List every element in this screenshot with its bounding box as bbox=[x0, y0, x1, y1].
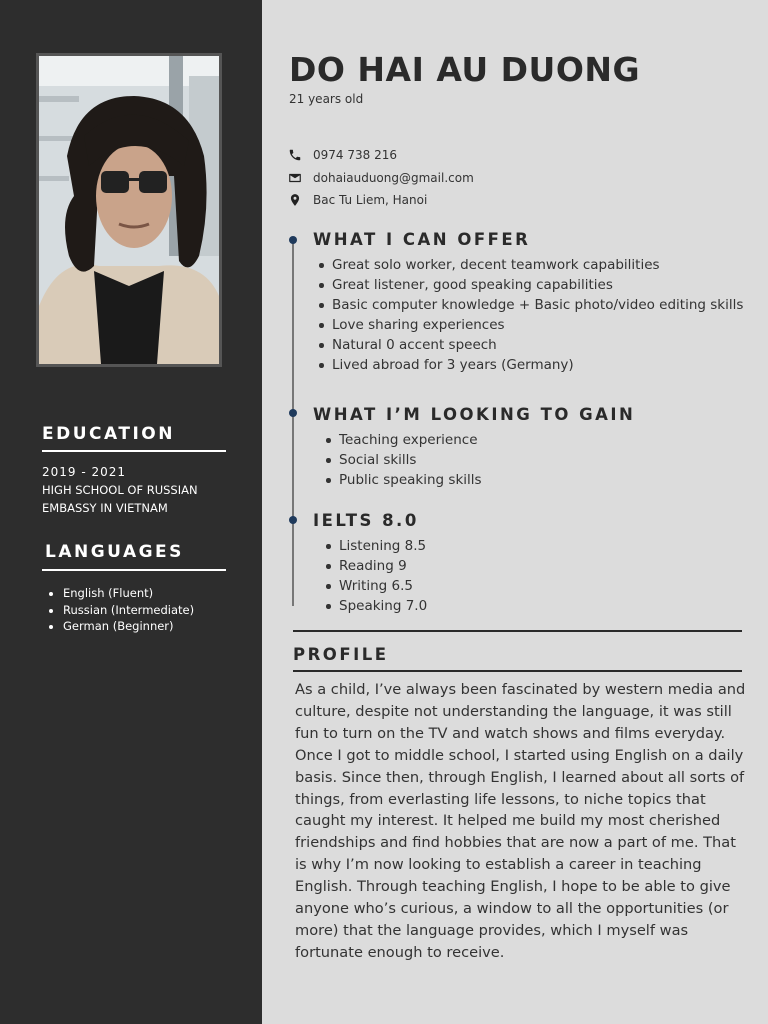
portrait-illustration bbox=[39, 56, 219, 364]
ielts-item: Writing 6.5 bbox=[323, 576, 623, 596]
languages-heading: LANGUAGES bbox=[45, 542, 184, 562]
profile-heading: PROFILE bbox=[293, 645, 389, 664]
gain-item: Public speaking skills bbox=[323, 470, 623, 490]
contact-location bbox=[288, 192, 427, 208]
education-school-line1: HIGH SCHOOL OF RUSSIAN bbox=[42, 483, 198, 497]
offer-item: Love sharing experiences bbox=[316, 315, 744, 335]
offer-item: Basic computer knowledge + Basic photo/video editing skills bbox=[316, 295, 744, 315]
gain-list bbox=[323, 430, 623, 490]
ielts-heading: IELTS 8.0 bbox=[313, 511, 419, 530]
timeline-dot bbox=[289, 516, 297, 524]
profile-text: As a child, I’ve always been fascinated by western media and culture, despite not understanding the language, it was still fun to turn on the TV and watch shows and films everyday. Once I got to middle school, I started using English on a daily basis. Since then, through English, I learned about all sorts of things, from everlasting life lessons, to niche topics that caught my interest. It helped me build my most cherished friendships and find hobbies that are now a part of me. That is why I’m now looking to establish a career in teaching English. Through teaching English, I hope to be able to give anyone who’s curious, a window to all the opportunities (or more) that the language provides, which I myself was fortunate enough to receive. bbox=[295, 681, 746, 961]
offer-item: Great solo worker, decent teamwork capabilities bbox=[316, 255, 744, 275]
contact-phone bbox=[288, 147, 397, 163]
education-divider bbox=[42, 450, 226, 452]
full-name: DO HAI AU DUONG bbox=[289, 50, 641, 89]
sidebar bbox=[0, 0, 262, 1024]
age: 21 years old bbox=[289, 92, 364, 106]
offer-item: Lived abroad for 3 years (Germany) bbox=[316, 355, 744, 375]
ielts-item: Reading 9 bbox=[323, 556, 623, 576]
phone-number[interactable]: 0974 738 216 bbox=[313, 148, 397, 162]
timeline-dot bbox=[289, 409, 297, 417]
languages-list bbox=[47, 585, 247, 635]
gain-item: Teaching experience bbox=[323, 430, 623, 450]
offer-item: Great listener, good speaking capabilities bbox=[316, 275, 744, 295]
ielts-list bbox=[323, 536, 623, 616]
language-item: German (Beginner) bbox=[47, 618, 247, 635]
timeline-line bbox=[292, 240, 294, 606]
education-entry bbox=[42, 463, 242, 517]
offer-item: Natural 0 accent speech bbox=[316, 335, 744, 355]
language-item: English (Fluent) bbox=[47, 585, 247, 602]
profile-top-rule bbox=[293, 630, 742, 632]
languages-divider bbox=[42, 569, 226, 571]
email-address[interactable]: dohaiauduong@gmail.com bbox=[313, 171, 474, 185]
location-text: Bac Tu Liem, Hanoi bbox=[313, 193, 428, 207]
education-heading: EDUCATION bbox=[42, 424, 175, 444]
gain-heading: WHAT I’M LOOKING TO GAIN bbox=[313, 405, 636, 424]
education-school-line2: EMBASSY IN VIETNAM bbox=[42, 501, 168, 515]
location-pin-icon bbox=[288, 193, 302, 207]
contact-email bbox=[288, 170, 474, 186]
mail-icon bbox=[288, 171, 302, 185]
language-item: Russian (Intermediate) bbox=[47, 602, 247, 619]
phone-icon bbox=[288, 148, 302, 162]
timeline-dot bbox=[289, 236, 297, 244]
profile-photo bbox=[36, 53, 222, 367]
gain-item: Social skills bbox=[323, 450, 623, 470]
profile-bottom-rule bbox=[293, 670, 742, 672]
ielts-item: Listening 8.5 bbox=[323, 536, 623, 556]
ielts-item: Speaking 7.0 bbox=[323, 596, 623, 616]
education-years: 2019 - 2021 bbox=[42, 465, 127, 479]
offer-list bbox=[316, 255, 744, 375]
offer-heading: WHAT I CAN OFFER bbox=[313, 230, 531, 249]
